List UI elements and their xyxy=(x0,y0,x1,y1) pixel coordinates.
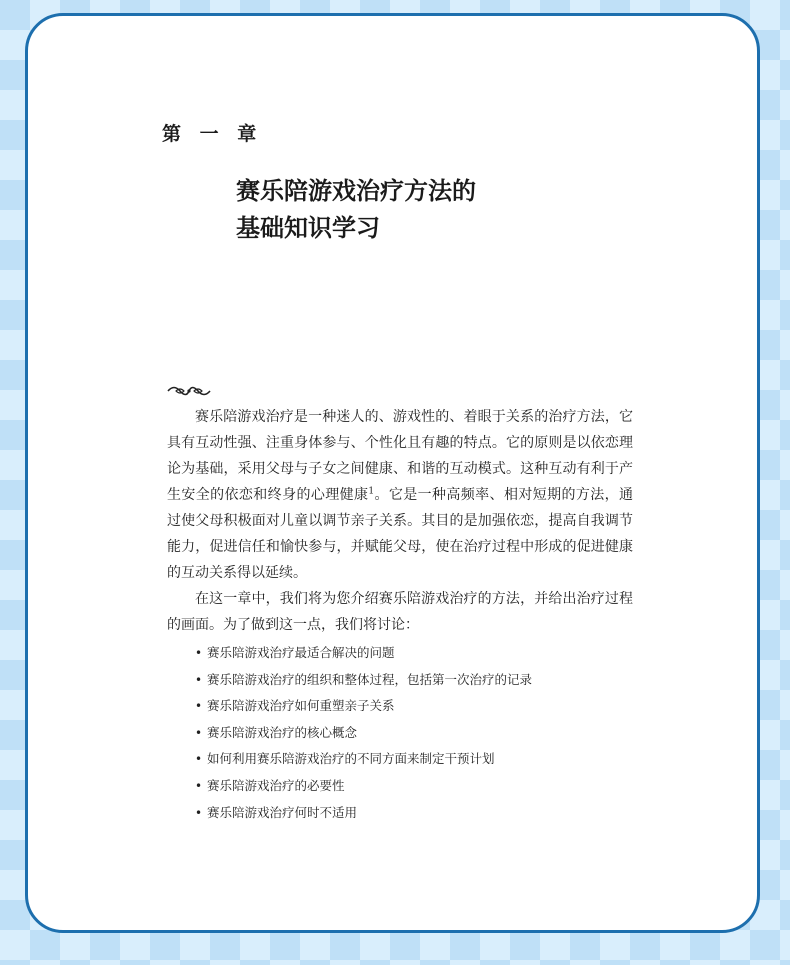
list-item-text: 赛乐陪游戏治疗的组织和整体过程，包括第一次治疗的记录 xyxy=(207,671,533,687)
list-item-text: 赛乐陪游戏治疗何时不适用 xyxy=(207,804,358,820)
scroll-ornament-icon xyxy=(166,383,212,399)
list-item-text: 赛乐陪游戏治疗如何重塑亲子关系 xyxy=(207,698,395,714)
bullet-icon: • xyxy=(195,646,203,660)
chapter-title-line-2: 基础知识学习 xyxy=(236,214,380,242)
list-item xyxy=(195,693,633,720)
topic-list xyxy=(167,640,633,826)
chapter-title-line-1: 赛乐陪游戏治疗方法的 xyxy=(236,177,476,205)
bullet-icon: • xyxy=(195,752,203,767)
bullet-icon: • xyxy=(195,805,203,820)
bullet-icon: • xyxy=(195,725,203,740)
discussion-paragraph: 在这一章中，我们将为您介绍赛乐陪游戏治疗的方法，并给出治疗过程的画面。为了做到这一点，我们将讨论： xyxy=(167,591,633,633)
chapter-title xyxy=(236,173,476,247)
footnote-marker[interactable]: 1 xyxy=(368,486,375,497)
intro-paragraph xyxy=(167,404,633,586)
bullet-icon: • xyxy=(195,778,203,793)
list-item xyxy=(195,720,633,747)
intro-paragraph-text-a: 赛乐陪游戏治疗是一种迷人的、游戏性的、着眼于关系的治疗方法，它具有互动性强、注重身体参与、个性化且有趣的特点。它的原则是以依恋理论为基础，采用父母与子女之间健康、和谐的互动模式。这种互动有利于产生安全的依恋和终身的心理健康 xyxy=(167,409,633,503)
list-item xyxy=(195,667,633,694)
bullet-icon: • xyxy=(195,672,203,687)
list-item-text: 赛乐陪游戏治疗最适合解决的问题 xyxy=(207,645,395,660)
chapter-intro xyxy=(167,404,633,826)
list-item xyxy=(195,746,633,773)
list-item xyxy=(195,773,633,800)
list-item xyxy=(195,800,633,827)
intro-paragraph-text-b: 。它是一种高频率、相对短期的方法，通过使父母积极面对儿童以调节亲子关系。其目的是加强依恋，提高自我调节能力，促进信任和愉快参与，并赋能父母，使在治疗过程中形成的促进健康的互动关系得以延续。 xyxy=(167,487,634,581)
bullet-icon: • xyxy=(195,699,203,714)
list-item-text: 赛乐陪游戏治疗的核心概念 xyxy=(207,724,358,740)
list-item-text: 赛乐陪游戏治疗的必要性 xyxy=(207,777,345,793)
list-item xyxy=(195,640,633,667)
list-item-text: 如何利用赛乐陪游戏治疗的不同方面来制定干预计划 xyxy=(207,751,495,767)
chapter-label: 第 一 章 xyxy=(162,123,263,145)
